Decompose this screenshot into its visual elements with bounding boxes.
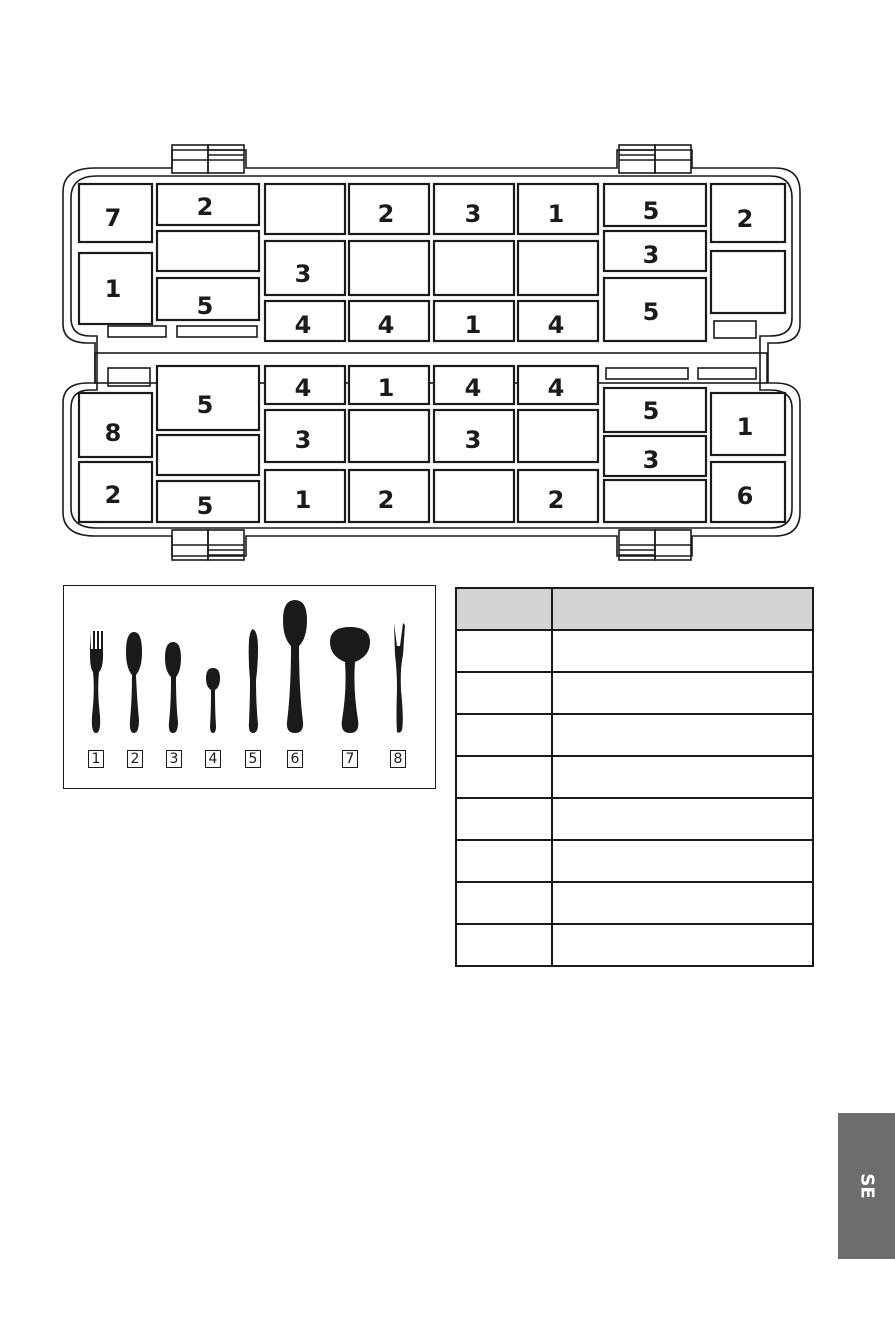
basket-compartment bbox=[349, 241, 429, 295]
table-cell bbox=[552, 714, 813, 756]
table-cell bbox=[552, 756, 813, 798]
table-header-row bbox=[456, 588, 813, 630]
basket-compartment bbox=[434, 241, 514, 295]
basket-compartment bbox=[157, 231, 259, 271]
compartment-label: 4 bbox=[377, 311, 395, 339]
compartment-label: 2 bbox=[377, 486, 395, 514]
compartment-label: 4 bbox=[547, 374, 565, 402]
compartment-label: 5 bbox=[642, 298, 660, 326]
language-tab bbox=[838, 1113, 895, 1259]
compartment-label: 5 bbox=[196, 492, 214, 520]
table-cell bbox=[456, 714, 552, 756]
table-row bbox=[456, 756, 813, 798]
compartment-label: 6 bbox=[736, 482, 754, 510]
basket-compartment bbox=[518, 241, 598, 295]
compartment-label: 5 bbox=[196, 391, 214, 419]
table-header-cell bbox=[552, 588, 813, 630]
table-cell bbox=[552, 630, 813, 672]
slot-strip bbox=[714, 321, 756, 338]
basket-compartment bbox=[349, 410, 429, 462]
table-cell bbox=[456, 630, 552, 672]
compartment-label: 4 bbox=[294, 374, 312, 402]
compartment-label: 5 bbox=[642, 197, 660, 225]
compartment-label: 1 bbox=[377, 374, 395, 402]
table-row bbox=[456, 840, 813, 882]
compartment-label: 3 bbox=[294, 426, 312, 454]
table-cell bbox=[456, 840, 552, 882]
slot-strip bbox=[108, 326, 166, 337]
compartment-label: 4 bbox=[294, 311, 312, 339]
table-row bbox=[456, 882, 813, 924]
basket-compartment bbox=[434, 470, 514, 522]
compartment-label: 5 bbox=[642, 397, 660, 425]
table-cell bbox=[552, 882, 813, 924]
cutlery-number-1: 1 bbox=[88, 750, 104, 768]
compartment-label: 2 bbox=[547, 486, 565, 514]
cutlery-number-2: 2 bbox=[127, 750, 143, 768]
compartment-label: 3 bbox=[294, 260, 312, 288]
table-row bbox=[456, 924, 813, 966]
slot-strip bbox=[177, 326, 257, 337]
cutlery-number-4: 4 bbox=[205, 750, 221, 768]
compartment-label: 8 bbox=[104, 419, 122, 447]
cutlery-number-7: 7 bbox=[342, 750, 358, 768]
compartment-label: 2 bbox=[196, 193, 214, 221]
compartment-label: 1 bbox=[104, 275, 122, 303]
table-cell bbox=[552, 672, 813, 714]
basket-compartment bbox=[157, 435, 259, 475]
table-cell bbox=[456, 882, 552, 924]
cutlery-number-5: 5 bbox=[245, 750, 261, 768]
slot-strip bbox=[606, 368, 688, 379]
compartment-label: 3 bbox=[464, 200, 482, 228]
compartment-label: 7 bbox=[104, 204, 122, 232]
compartment-label: 1 bbox=[294, 486, 312, 514]
table-header-cell bbox=[456, 588, 552, 630]
basket-compartment bbox=[711, 251, 785, 313]
table-row bbox=[456, 714, 813, 756]
table-row bbox=[456, 672, 813, 714]
compartment-label: 2 bbox=[104, 481, 122, 509]
compartment-label: 1 bbox=[464, 311, 482, 339]
language-tab-label: SE bbox=[856, 1173, 877, 1199]
basket-compartment bbox=[604, 480, 706, 522]
compartment-label: 3 bbox=[464, 426, 482, 454]
compartment-label: 4 bbox=[464, 374, 482, 402]
basket-compartment bbox=[265, 184, 345, 234]
compartment-label: 3 bbox=[642, 446, 660, 474]
slot-strip bbox=[698, 368, 756, 379]
table-row bbox=[456, 798, 813, 840]
compartment-label: 3 bbox=[642, 241, 660, 269]
basket-compartment bbox=[518, 410, 598, 462]
compartment-label: 5 bbox=[196, 292, 214, 320]
compartment-label: 2 bbox=[377, 200, 395, 228]
table-cell bbox=[552, 798, 813, 840]
table-cell bbox=[456, 924, 552, 966]
table-row bbox=[456, 630, 813, 672]
compartment-label: 2 bbox=[736, 205, 754, 233]
cutlery-number-6: 6 bbox=[287, 750, 303, 768]
table-cell bbox=[552, 924, 813, 966]
cutlery-legend-table bbox=[455, 587, 814, 967]
cutlery-number-8: 8 bbox=[390, 750, 406, 768]
table-cell bbox=[456, 756, 552, 798]
compartment-label: 1 bbox=[736, 413, 754, 441]
compartment-label: 4 bbox=[547, 311, 565, 339]
compartment-label: 1 bbox=[547, 200, 565, 228]
cutlery-basket-diagram bbox=[0, 0, 895, 580]
table-cell bbox=[552, 840, 813, 882]
cutlery-number-3: 3 bbox=[166, 750, 182, 768]
table-cell bbox=[456, 672, 552, 714]
table-cell bbox=[456, 798, 552, 840]
